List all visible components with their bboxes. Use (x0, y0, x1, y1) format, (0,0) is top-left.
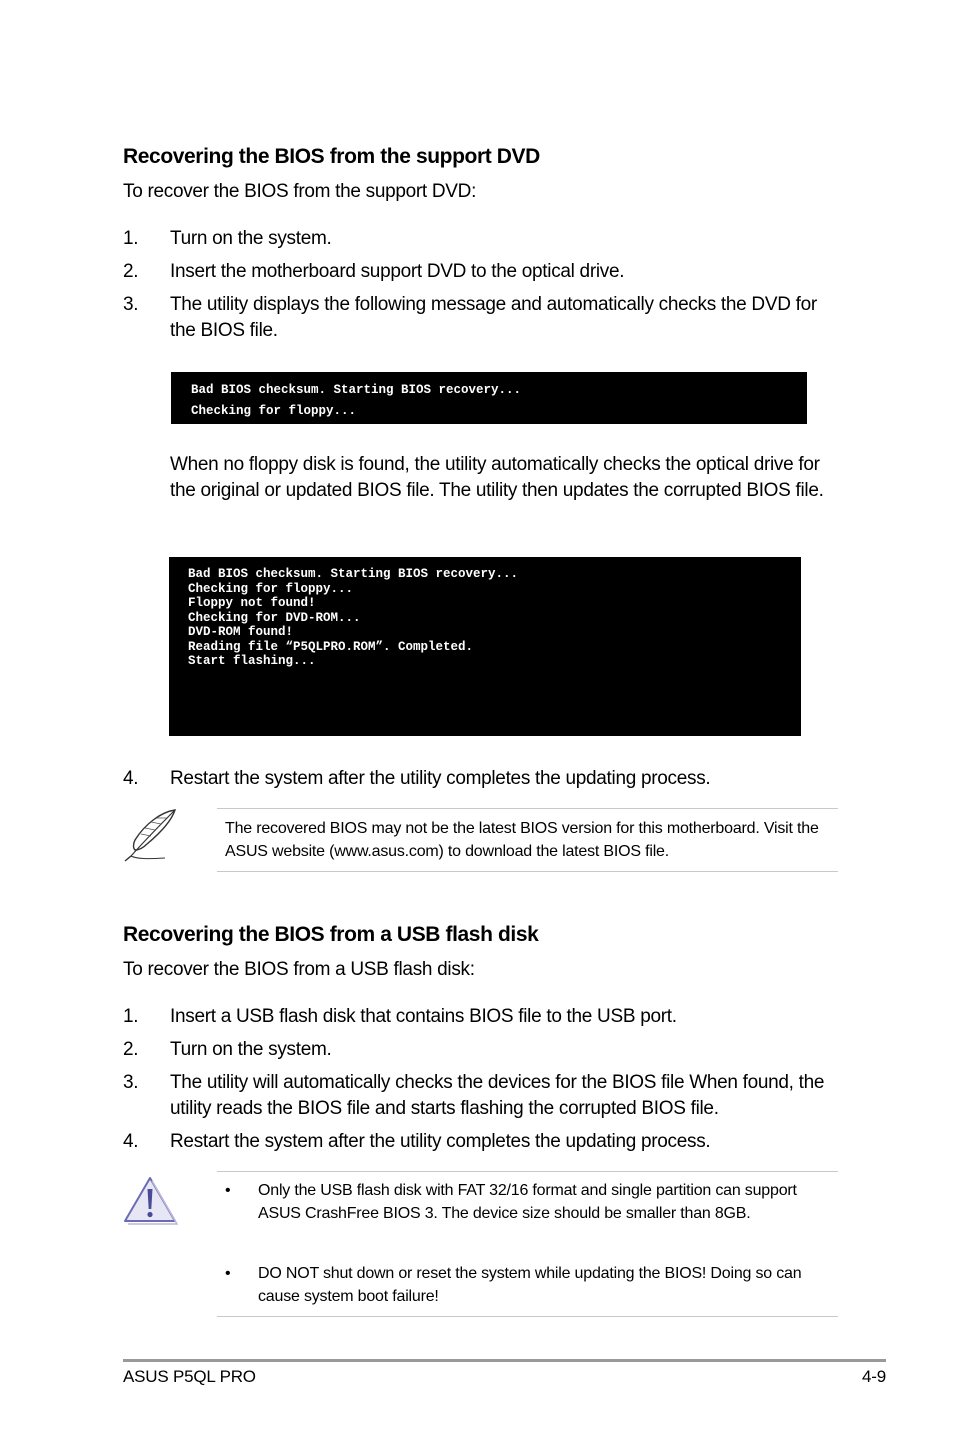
section-intro-usb: To recover the BIOS from a USB flash disk: (123, 959, 475, 980)
console-line: Bad BIOS checksum. Starting BIOS recovery... (191, 383, 522, 397)
feather-pen-icon (121, 806, 179, 864)
console-line: Start flashing... (188, 654, 316, 668)
console-line: Floppy not found! (188, 596, 316, 610)
usb-step-4 (123, 1129, 843, 1155)
caution-bullet-2 (225, 1262, 830, 1308)
step-number: 2. (123, 261, 139, 282)
console-line: DVD-ROM found! (188, 625, 294, 639)
step-text: Insert the motherboard support DVD to the optical drive. (170, 261, 625, 282)
caution-bullet-1 (225, 1179, 830, 1225)
dvd-step-3 (123, 292, 843, 344)
caution-top-rule (217, 1171, 838, 1172)
console-line: Checking for floppy... (191, 404, 357, 418)
note-bottom-rule (217, 871, 838, 872)
usb-step-2 (123, 1037, 843, 1063)
step-text: The utility displays the following message and automatically checks the DVD for the BIOS file. (170, 294, 817, 341)
section-intro-dvd: To recover the BIOS from the support DVD: (123, 181, 477, 202)
footer-product-name: ASUS P5QL PRO (123, 1367, 256, 1386)
bullet-text: Only the USB flash disk with FAT 32/16 format and single partition can support ASUS CrashFree BIOS 3. The device size should be smaller than 8GB. (258, 1182, 797, 1222)
footer-rule (123, 1359, 886, 1362)
console-line: Reading file “P5QLPRO.ROM”. Completed. (188, 639, 474, 654)
console-line: Bad BIOS checksum. Starting BIOS recovery... (188, 567, 519, 581)
bullet-mark: • (225, 1182, 231, 1199)
console-output-2 (169, 557, 801, 736)
step-text: Restart the system after the utility completes the updating process. (170, 768, 711, 789)
usb-step-3 (123, 1070, 843, 1122)
step-number: 3. (123, 294, 139, 315)
note-top-rule (217, 808, 838, 809)
dvd-step-1 (123, 226, 843, 252)
caution-bottom-rule (217, 1316, 838, 1317)
step-number: 2. (123, 1039, 139, 1060)
step-number: 4. (123, 768, 139, 789)
step-text: Turn on the system. (170, 1039, 332, 1060)
console-line: Checking for DVD-ROM... (188, 610, 361, 625)
usb-step-1 (123, 1004, 843, 1030)
section-heading-dvd: Recovering the BIOS from the support DVD (123, 145, 540, 168)
dvd-step-4 (123, 766, 843, 792)
note-text: The recovered BIOS may not be the latest BIOS version for this motherboard. Visit the ASUS website (www.asus.com) to download the latest BIOS file. (225, 820, 819, 860)
section-heading-usb: Recovering the BIOS from a USB flash disk (123, 923, 539, 946)
footer-page-number: 4-9 (862, 1367, 886, 1386)
step-number: 3. (123, 1072, 139, 1093)
floppy-explanation: When no floppy disk is found, the utility automatically checks the optical drive for the original or updated BIOS file. The utility then updates the corrupted BIOS file. (170, 454, 824, 501)
step-text: Insert a USB flash disk that contains BIOS file to the USB port. (170, 1006, 677, 1027)
dvd-step-2 (123, 259, 843, 285)
step-number: 4. (123, 1131, 139, 1152)
step-text: Turn on the system. (170, 228, 332, 249)
step-text: The utility will automatically checks the devices for the BIOS file When found, the utility reads the BIOS file and starts flashing the corrupted BIOS file. (170, 1072, 825, 1119)
bullet-mark: • (225, 1265, 231, 1282)
console-line: Checking for floppy... (188, 581, 354, 596)
warning-triangle-icon (122, 1175, 178, 1225)
bullet-text: DO NOT shut down or reset the system while updating the BIOS! Doing so can cause system boot failure! (258, 1265, 802, 1305)
console-output-1 (171, 372, 807, 424)
step-number: 1. (123, 228, 139, 249)
step-text: Restart the system after the utility completes the updating process. (170, 1131, 711, 1152)
step-number: 1. (123, 1006, 139, 1027)
